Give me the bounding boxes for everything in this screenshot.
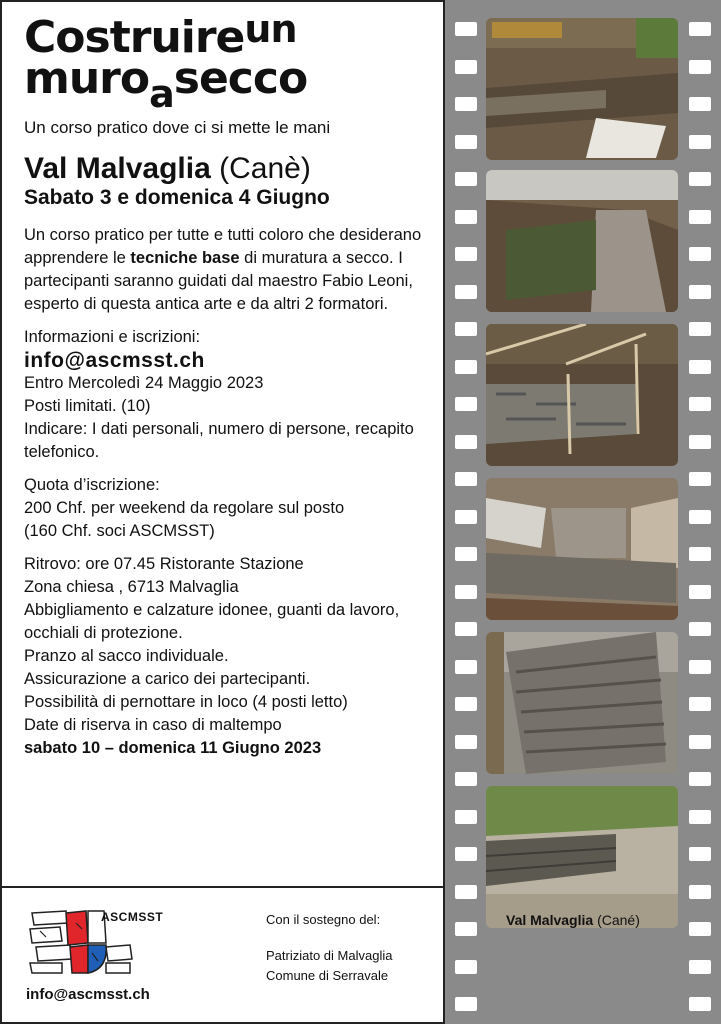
location-detail: (Canè) [219,152,311,185]
film-caption [506,912,640,928]
film-sprocket-hole [689,922,711,936]
support-heading: Con il sostegno del: [266,912,381,927]
photo-wall-construction [486,324,678,466]
film-sprocket-hole [455,247,477,261]
course-dates: Sabato 3 e domenica 4 Giugno [24,186,330,209]
photo-wall-landscape [486,786,678,928]
film-sprocket-hole [455,697,477,711]
film-sprocket-hole [689,285,711,299]
film-sprocket-hole [689,847,711,861]
film-sprocket-hole [689,585,711,599]
film-sprocket-hole [455,735,477,749]
film-sprocket-hole [689,247,711,261]
logistics-section [24,553,444,760]
film-sprocket-hole [689,172,711,186]
intro-bold-text: tecniche base [130,249,240,267]
film-sprocket-hole [689,547,711,561]
film-sprocket-hole [689,135,711,149]
film-sprocket-hole [689,735,711,749]
film-sprocket-hole [455,997,477,1011]
title-line-2 [24,53,444,116]
film-sprocket-hole [689,397,711,411]
fee-member-amount: (160 Chf. soci ASCMSST) [24,522,215,540]
photo-wall-excavation [486,18,678,160]
film-sprocket-hole [689,97,711,111]
film-sprocket-hole [455,885,477,899]
poster-text-column [24,7,444,760]
film-sprocket-hole [689,960,711,974]
caption-detail: (Cané) [597,912,640,928]
film-sprocket-hole [455,847,477,861]
title-word: a [149,72,174,116]
film-sprocket-hole [689,885,711,899]
footer-email-link[interactable]: info@ascmsst.ch [26,986,150,1003]
film-sprocket-hole [689,510,711,524]
logistics-item: Assicurazione a carico dei partecipanti. [24,670,311,688]
sponsor-name: Patriziato di Malvaglia [266,948,393,963]
film-sprocket-hole [455,210,477,224]
logistics-item: Zona chiesa , 6713 Malvaglia [24,578,239,596]
logistics-item: Pranzo al sacco individuale. [24,647,229,665]
film-sprocket-hole [689,210,711,224]
film-sprocket-hole [455,810,477,824]
film-sprocket-hole [689,22,711,36]
logistics-item: Ritrovo: ore 07.45 Ristorante Stazione [24,555,304,573]
film-sprocket-hole [455,472,477,486]
film-sprocket-hole [455,22,477,36]
info-heading: Informazioni e iscrizioni: [24,328,201,346]
title-word: Costruire [24,12,245,63]
logistics-item: Possibilità di pernottare in loco (4 posti letto) [24,693,348,711]
film-sprocket-hole [689,660,711,674]
film-sprocket-hole [455,285,477,299]
sponsor-block [266,910,392,986]
film-sprocket-hole [455,435,477,449]
film-sprocket-hole [689,772,711,786]
logo-text: ASCMSST [101,910,164,924]
film-sprocket-hole [689,435,711,449]
title-word: secco [173,53,308,104]
film-sprocket-hole [689,810,711,824]
logistics-item: Abbigliamento e calzature idonee, guanti da lavoro, occhiali di protezione. [24,601,400,642]
registration-deadline: Entro Mercoledì 24 Maggio 2023 [24,374,264,392]
film-sprocket-hole [455,772,477,786]
film-sprocket-hole [689,697,711,711]
film-sprocket-hole [689,997,711,1011]
film-sprocket-hole [689,322,711,336]
sponsor-name: Comune di Serravale [266,968,389,983]
subtitle: Un corso pratico dove ci si mette le mani [24,118,331,137]
registration-instructions: Indicare: I dati personali, numero di persone, recapito telefonico. [24,420,414,461]
film-sprocket-hole [455,960,477,974]
location-heading [24,152,444,186]
photo-finished-wall [486,632,678,774]
contact-email-link[interactable]: info@ascmsst.ch [24,349,205,372]
film-sprocket-hole [689,622,711,636]
film-sprocket-hole [455,585,477,599]
film-sprocket-hole [455,397,477,411]
film-sprocket-hole [455,172,477,186]
intro-text: Un corso pratico per tutte e tutti coloro che desiderano apprendere le [24,226,422,267]
film-sprocket-hole [455,360,477,374]
intro-text: di muratura a secco. I partecipanti saranno guidati dal maestro Fabio Leoni, esperto di questa antica arte e da altri 2 formatori. [24,249,413,313]
film-sprocket-hole [689,360,711,374]
limited-places: Posti limitati. (10) [24,397,151,415]
film-sprocket-hole [455,60,477,74]
film-sprocket-hole [455,322,477,336]
fee-section [24,474,444,543]
photo-trail-wall [486,170,678,312]
title-word: muro [24,53,150,104]
location-name: Val Malvaglia [24,152,211,185]
film-sprocket-hole [455,135,477,149]
fee-amount: 200 Chf. per weekend da regolare sul posto [24,499,345,517]
intro-paragraph [24,224,444,316]
photo-stone-closeup [486,478,678,620]
film-sprocket-hole [455,660,477,674]
film-sprocket-hole [455,97,477,111]
fee-heading: Quota d’iscrizione: [24,476,160,494]
film-sprocket-hole [689,472,711,486]
footer-divider [0,886,445,888]
film-sprocket-hole [689,60,711,74]
poster-title [24,7,444,116]
caption-place: Val Malvaglia [506,912,594,928]
reserve-dates: sabato 10 – domenica 11 Giugno 2023 [24,739,322,757]
logistics-item: Date di riserva in caso di maltempo [24,716,282,734]
film-sprocket-hole [455,622,477,636]
film-sprocket-hole [455,547,477,561]
film-sprocket-hole [455,510,477,524]
info-section [24,326,444,464]
title-word: un [244,7,297,51]
film-sprocket-hole [455,922,477,936]
